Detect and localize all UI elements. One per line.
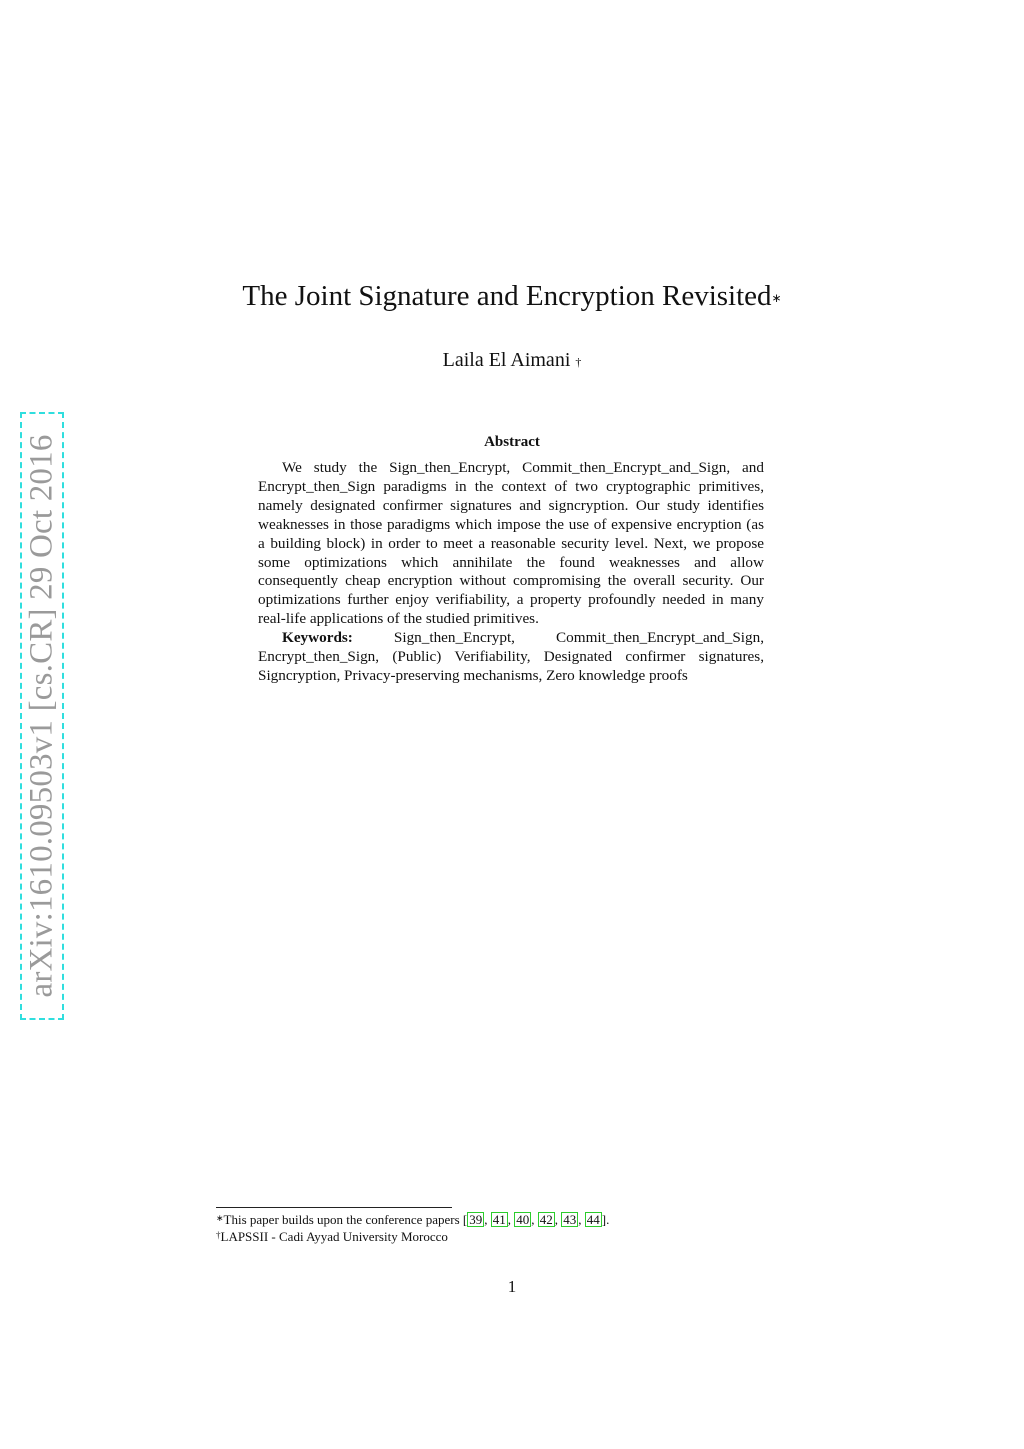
footnote-text: This paper builds upon the conference papers (223, 1212, 463, 1227)
footnote-mark-dagger: † (216, 1230, 221, 1240)
author-footnote-mark: † (575, 355, 582, 369)
citation-link[interactable]: 39 (469, 1212, 483, 1227)
keywords-label: Keywords: (282, 629, 353, 647)
citation-link[interactable]: 40 (516, 1212, 530, 1227)
abstract-paragraph: We study the Sign_then_Encrypt, Commit_then_Encrypt_and_Sign, and Encrypt_then_Sign paradigms in the context of two cryptographic primitives, namely designated confirmer signatures and signcryption. Our study identifies weaknesses in those paradigms which impose the use of expensive encryption (as a building block) in order to meet a reasonable security level. Next, we propose some optimizations which annihilate the found weaknesses and allow consequently cheap encryption without compromising the overall security. Our optimizations further enjoy verifiability, a property profoundly needed in many real-life applications of the studied primitives. (258, 459, 764, 628)
title-footnote-mark: ∗ (771, 291, 782, 305)
footnotes (216, 1211, 816, 1245)
title-text: The Joint Signature and Encryption Revisited (242, 280, 772, 312)
footnote-affiliation (216, 1228, 816, 1245)
footnote-rule (216, 1207, 452, 1208)
citation-link[interactable]: 41 (492, 1212, 506, 1227)
affiliation-text: LAPSSII - Cadi Ayyad University Morocco (220, 1229, 448, 1244)
keywords-paragraph (258, 629, 764, 686)
keywords-list: Sign_then_Encrypt, Commit_then_Encrypt_and_Sign, Encrypt_then_Sign, (Public) Verifiability, Designated confirmer signatures, Signcryption, Privacy-preserving mechanisms, Zero knowledge proofs (258, 629, 764, 684)
citation-link[interactable]: 44 (586, 1212, 600, 1227)
arxiv-identifier: arXiv:1610.09503v1 [cs.CR] 29 Oct 2016 (23, 434, 60, 998)
footnote-conference-papers: ∗This paper builds upon the conference papers [ 39 , 41 , 40 , 42 , 43 , 44 ]. (216, 1212, 610, 1227)
arxiv-stamp (20, 412, 64, 1020)
author-name: Laila El Aimani (442, 349, 571, 371)
page-number: 1 (507, 1277, 517, 1296)
citation-link[interactable]: 42 (539, 1212, 553, 1227)
abstract-body (258, 459, 764, 686)
abstract-heading: Abstract (484, 434, 540, 450)
paper-title (0, 278, 1024, 314)
author (0, 347, 1024, 373)
citation-close: ]. (601, 1212, 610, 1227)
footnote-mark-star: ∗ (216, 1213, 224, 1223)
citation-open-bracket: [ (462, 1212, 468, 1227)
citation-link[interactable]: 43 (563, 1212, 577, 1227)
